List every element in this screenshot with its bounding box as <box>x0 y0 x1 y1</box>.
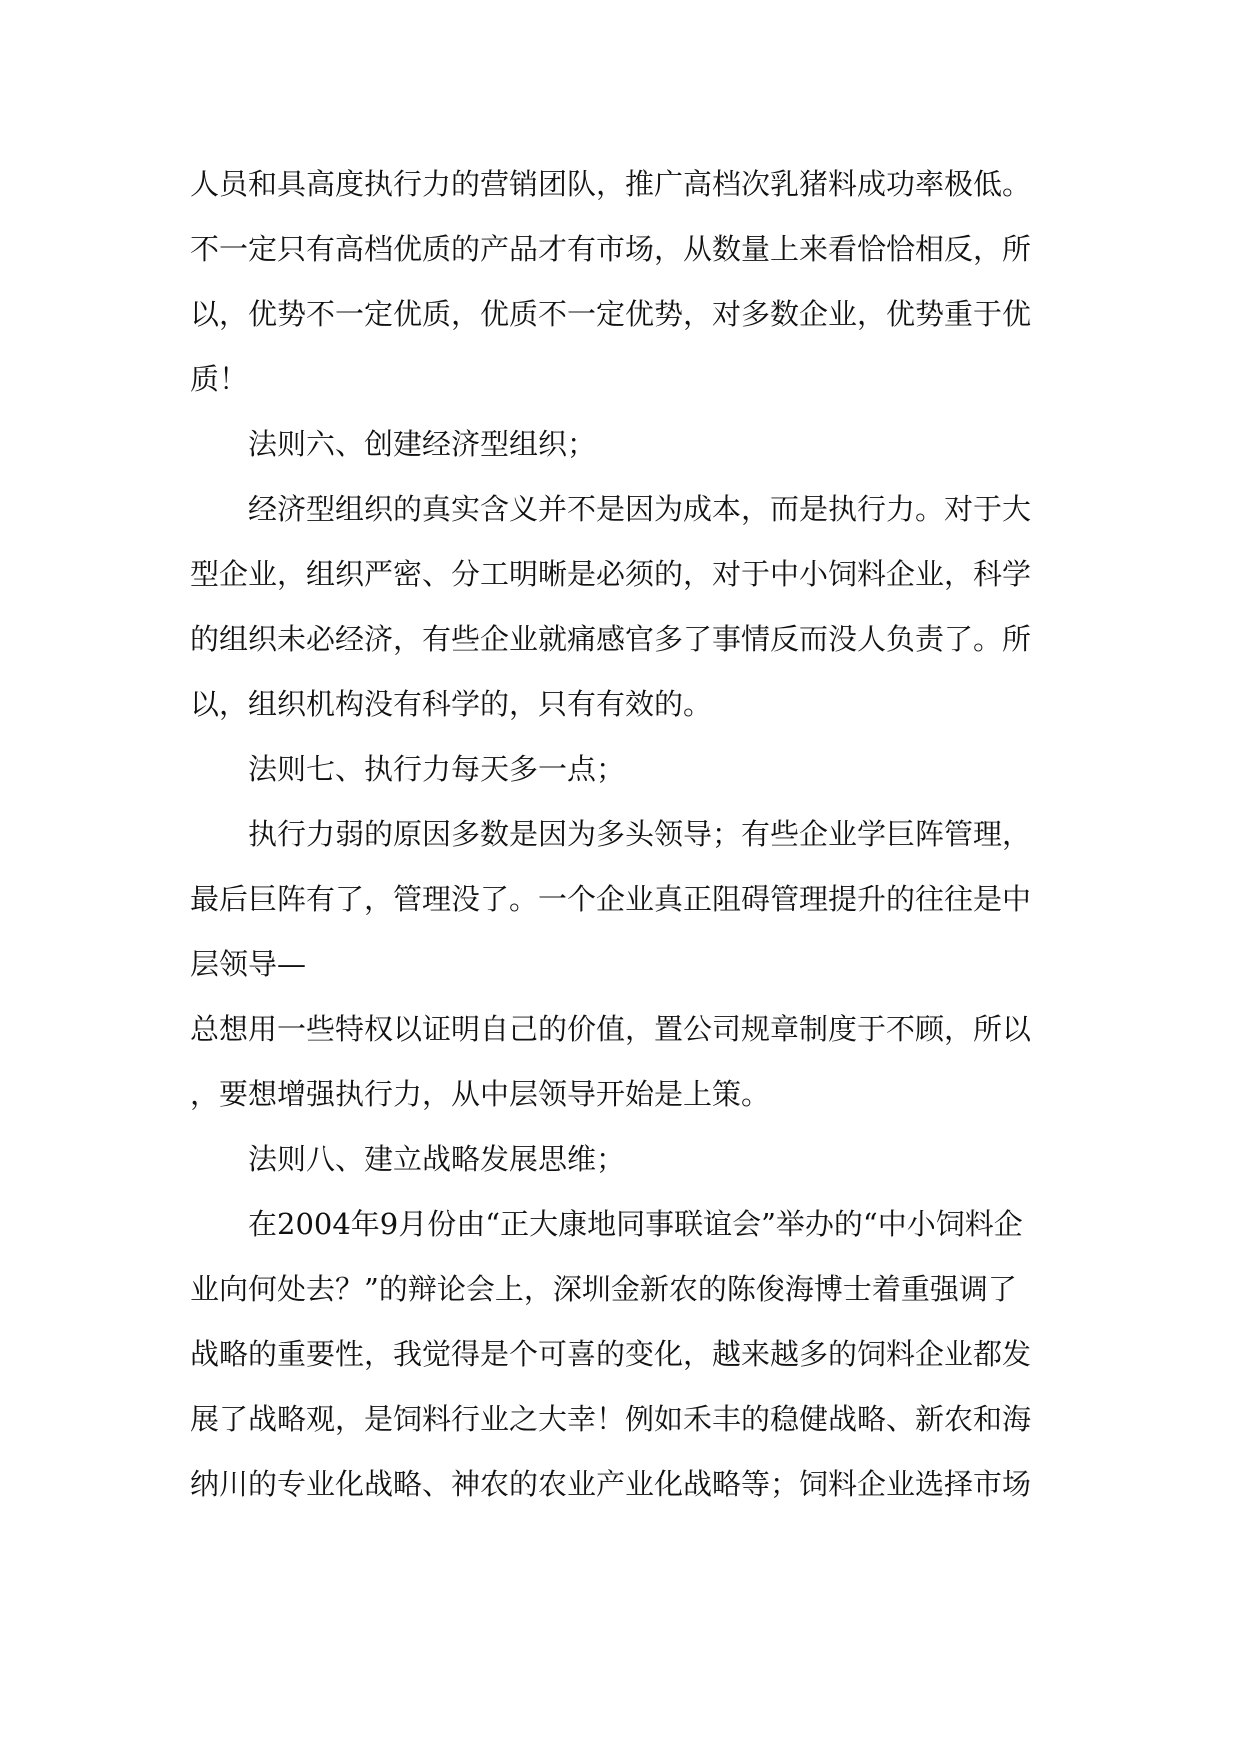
text-line: 人员和具高度执行力的营销团队，推广高档次乳猪料成功率极低。 <box>190 167 1032 201</box>
text-line: 纳川的专业化战略、神农的农业产业化战略等；饲料企业选择市场 <box>190 1467 1032 1501</box>
paragraph-first-line: 执行力弱的原因多数是因为多头领导；有些企业学巨阵管理， <box>248 817 1032 851</box>
section-heading: 法则八、建立战略发展思维； <box>248 1142 626 1176</box>
text-line: 业向何处去？”的辩论会上，深圳金新农的陈俊海博士着重强调了 <box>190 1272 1017 1306</box>
text-line: 最后巨阵有了，管理没了。一个企业真正阻碍管理提升的往往是中 <box>190 882 1032 916</box>
text-line: 展了战略观，是饲料行业之大幸！例如禾丰的稳健战略、新农和海 <box>190 1402 1032 1436</box>
text-line: 以，组织机构没有科学的，只有有效的。 <box>190 687 713 721</box>
text-line: 战略的重要性，我觉得是个可喜的变化，越来越多的饲料企业都发 <box>190 1337 1032 1371</box>
text-line: 总想用一些特权以证明自己的价值，置公司规章制度于不顾，所以 <box>190 1012 1032 1046</box>
document-body <box>190 152 1060 1517</box>
text-line: 不一定只有高档优质的产品才有市场，从数量上来看恰恰相反，所 <box>190 232 1032 266</box>
paragraph-first-line: 经济型组织的真实含义并不是因为成本，而是执行力。对于大 <box>248 492 1032 526</box>
text-line: 质！ <box>190 362 249 396</box>
paragraph-first-line: 在2004年9月份由“正大康地同事联谊会”举办的“中小饲料企 <box>248 1207 1023 1241</box>
text-line: 型企业，组织严密、分工明晰是必须的，对于中小饲料企业，科学 <box>190 557 1032 591</box>
text-line: 以，优势不一定优质，优质不一定优势，对多数企业，优势重于优 <box>190 297 1032 331</box>
text-line: 层领导— <box>190 947 307 981</box>
section-heading: 法则七、执行力每天多一点； <box>248 752 626 786</box>
section-heading: 法则六、创建经济型组织； <box>248 427 597 461</box>
text-line: ，要想增强执行力，从中层领导开始是上策。 <box>190 1077 771 1111</box>
text-line: 的组织未必经济，有些企业就痛感官多了事情反而没人负责了。所 <box>190 622 1032 656</box>
